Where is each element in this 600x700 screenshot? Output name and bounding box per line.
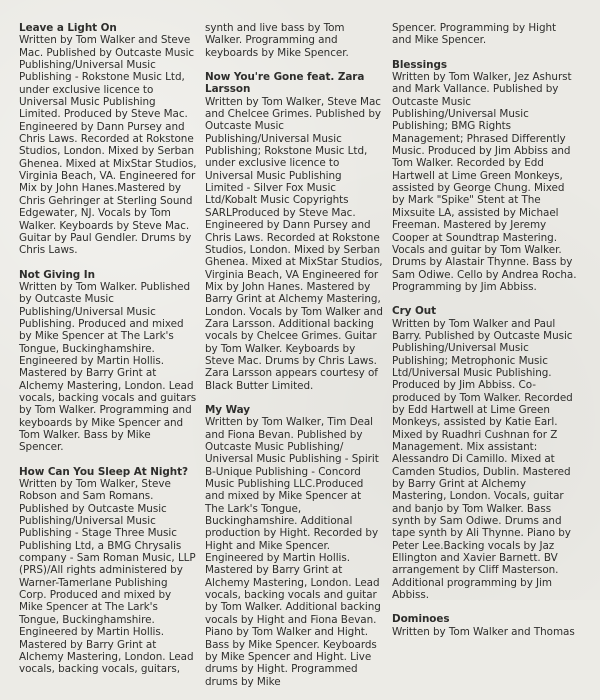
track-credits: Written by Tom Walker, Steve Robson and Sam Romans. Published by Outcaste Music Publishing/Universal Music Publishing - Stage Three Music Publishing Ltd, a BMG Chrysalis company - Sam Roman Music, LLP (PRS)/All rights administered by Warner-Tamerlane Publishing Corp. Produced and mixed by Mike Spencer at The Lark's Tongue, Buckinghamshire. Engineered by Martin Hollis. Mastered by Barry Grint at Alchemy Mastering, London. Lead vocals, backing vocals, guitars, bbox=[19, 478, 196, 676]
credit-continued bbox=[392, 22, 578, 47]
track-credits: Written by Tom Walker, Tim Deal and Fiona Bevan. Published by Outcaste Music Publishing/ Universal Music Publishing - Spirit B-Unique Publishing - Concord Music Publishing LLC.Produced and mixed by Mike Spencer at The Lark's Tongue, Buckinghamshire. Additional production by Hight. Recorded by Hight and Mike Spencer. Engineered by Martin Hollis. Mastered by Barry Grint at Alchemy Mastering, London. Lead vocals, backing vocals and guitar by Tom Walker. Additional backing vocals by Hight and Fiona Bevan. Piano by Tom Walker and Hight. Bass by Mike Spencer. Keyboards by Mike Spencer and Hight. Live drums by Hight. Programmed drums by Mike bbox=[205, 416, 381, 688]
credits-column-1 bbox=[19, 22, 197, 688]
track-title: Leave a Light On bbox=[19, 22, 117, 34]
credit-now-youre-gone bbox=[205, 71, 383, 392]
credit-blessings bbox=[392, 59, 578, 294]
track-credits: Written by Tom Walker and Thomas bbox=[392, 625, 575, 638]
track-title: Now You're Gone feat. Zara Larsson bbox=[205, 71, 365, 96]
track-title: Dominoes bbox=[392, 613, 450, 626]
credit-not-giving-in bbox=[19, 269, 197, 454]
track-title: Blessings bbox=[392, 58, 448, 71]
track-credits: Written by Tom Walker and Paul Barry. Published by Outcaste Music Publishing/Universal Music Publishing; Metrophonic Music Ltd/Universal Music Publishing. Produced by Jim Abbiss. Co-produced by Tom Walker. Recorded by Edd Hartwell at Lime Green Monkeys, assisted by Katie Earl. Mixed by Ruadhri Cushnan for Z Management. Mix assistant: Alessandro Di Camillo. Mixed at Camden Studios, Dublin. Mastered by Barry Grint at Alchemy Mastering, London. Vocals, guitar and banjo by Tom Walker. Bass synth by Sam Odiwe. Drums and tape synth by Ali Thynne. Piano by Peter Lee.Backing vocals by Jaz Ellington and Xavier Barnett. BV arrangement by Cliff Masterson. Additional programming by Jim Abbiss. bbox=[392, 317, 573, 602]
credits-column-3 bbox=[392, 22, 578, 650]
credit-how-can-you-sleep-at-night bbox=[19, 466, 197, 676]
credit-my-way bbox=[205, 404, 383, 688]
track-credits: Written by Tom Walker, Jez Ashurst and Mark Vallance. Published by Outcaste Music Publishing/Universal Music Publishing; BMG Rights Management; Phrased Differently Music. Produced by Jim Abbiss and Tom Walker. Recorded by Edd Hartwell at Lime Green Monkeys, assisted by George Chung. Mixed by Mark "Spike" Stent at The Mixsuite LA, assisted by Michael Freeman. Mastered by Jeremy Cooper at Soundtrap Mastering. Vocals and guitar by Tom Walker. Drums by Alastair Thynne. Bass by Sam Odiwe. Cello by Andrea Rocha. Programming by Jim Abbiss. bbox=[392, 71, 577, 293]
track-title: My Way bbox=[205, 403, 250, 416]
credit-cry-out bbox=[392, 305, 578, 601]
track-credits-continued: synth and live bass by Tom Walker. Programming and keyboards by Mike Spencer. bbox=[205, 22, 349, 59]
track-credits: Written by Tom Walker. Published by Outcaste Music Publishing/Universal Music Publishing. Produced and mixed by Mike Spencer at The Lark's Tongue, Buckinghamshire. Engineered by Martin Hollis. Mastered by Barry Grint at Alchemy Mastering, London. Lead vocals, backing vocals and guitars by Tom Walker. Programming and keyboards by Mike Spencer and Tom Walker. Bass by Mike Spencer. bbox=[19, 280, 197, 454]
track-title: Cry Out bbox=[392, 305, 436, 318]
credits-column-2 bbox=[205, 22, 383, 700]
credit-leave-a-light-on bbox=[19, 22, 197, 257]
track-title: How Can You Sleep At Night? bbox=[19, 465, 188, 478]
track-credits: Written by Tom Walker, Steve Mac and Chelcee Grimes. Published by Outcaste Music Publishing/Universal Music Publishing; Rokstone Music Ltd, under exclusive licence to Universal Music Publishing Limited - Silver Fox Music Ltd/Kobalt Music Copyrights SARLProduced by Steve Mac. Engineered by Dann Pursey and Chris Laws. Recorded at Rokstone Studios, London. Mixed by Serban Ghenea. Mixed at MixStar Studios, Virginia Beach, VA Engineered for Mix by John Hanes. Mastered by Barry Grint at Alchemy Mastering, London. Vocals by Tom Walker and Zara Larsson. Additional backing vocals by Chelcee Grimes. Guitar by Tom Walker. Keyboards by Steve Mac. Drums by Chris Laws. Zara Larsson appears courtesy of Black Butter Limited. bbox=[205, 95, 383, 392]
track-title: Not Giving In bbox=[19, 268, 95, 281]
credit-continued bbox=[205, 22, 383, 59]
track-credits: Written by Tom Walker and Steve Mac. Published by Outcaste Music Publishing/Universal Music Publishing - Rokstone Music Ltd, under exclusive licence to Universal Music Publishing Limited. Produced by Steve Mac. Engineered by Dann Pursey and Chris Laws. Recorded at Rokstone Studios, London. Mixed by Serban Ghenea. Mixed at MixStar Studios, Virginia Beach, VA. Engineered for Mix by John Hanes.Mastered by Chris Gehringer at Sterling Sound Edgewater, NJ. Vocals by Tom Walker. Keyboards by Steve Mac. Guitar by Paul Gendler. Drums by Chris Laws. bbox=[19, 34, 197, 257]
track-credits-continued: Spencer. Programming by Hight and Mike Spencer. bbox=[392, 22, 557, 47]
credit-dominoes bbox=[392, 613, 578, 638]
